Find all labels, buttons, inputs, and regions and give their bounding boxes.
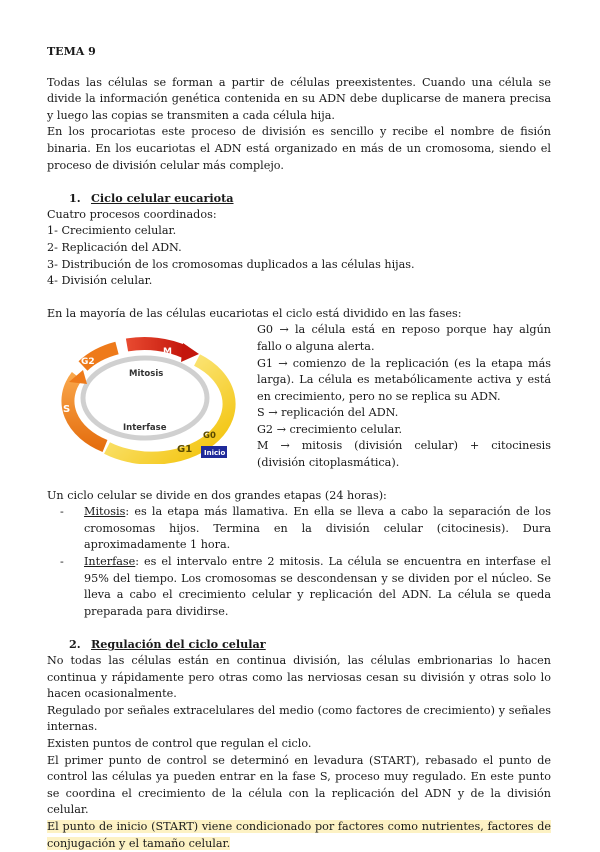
cell-cycle-diagram (47, 334, 253, 464)
section-1-lead: Cuatro procesos coordinados: (47, 207, 217, 221)
phase-g1: G1 → comienzo de la replicación (es la etapa más larga). La célula es metabólicamente activa y está en crecimiento, pero no se replica su ADN. (257, 356, 551, 403)
process-item: 1- Crecimiento celular. (47, 224, 177, 238)
phase-s: S → replicación del ADN. (257, 406, 399, 420)
section-2-number: 2. (69, 637, 81, 652)
g1-label: G1 (177, 444, 193, 456)
document-title: TEMA 9 (47, 45, 96, 58)
g2-label: G2 (81, 357, 95, 368)
inicio-label: Inicio (204, 449, 226, 458)
stage-term: Interfase (84, 555, 136, 569)
mitosis-label: Mitosis (129, 369, 164, 380)
stages-intro: Un ciclo celular se divide en dos grandes etapas (24 horas): (47, 488, 387, 502)
phases-list (257, 322, 551, 471)
m-label: M (163, 347, 172, 358)
highlight: El punto de inicio (START) viene condicionado por factores como nutrientes, factores de conjugación y el tamaño celular. (47, 819, 551, 850)
m-arc (127, 344, 185, 352)
section-2-paragraph: Regulado por señales extracelulares del medio (como factores de crecimiento) y señales internas. (47, 703, 551, 734)
section-2-paragraph: No todas las células están en continua división, las células embrionarias lo hacen continua y rápidamente pero otras como las nerviosas cesan su división y otras solo lo hacen ocasionalmente. (47, 654, 551, 701)
stage-text: : es el intervalo entre 2 mitosis. La célula se encuentra en interfase el 95% del tiempo. Los cromosomas se descondensan y se dividen por el núcleo. Se lleva a cabo el crecimiento celular y replicación del ADN. La célula se queda preparada para dividirse. (84, 555, 551, 618)
phases-intro: En la mayoría de las células eucariotas el ciclo está dividido en las fases: (47, 306, 462, 320)
intro-paragraph-1: Todas las células se forman a partir de células preexistentes. Cuando una célula se divide la información genética contenida en su ADN debe duplicarse de manera precisa y luego las copias se transmiten a cada célula hija. (47, 75, 551, 122)
stage-text: : es la etapa más llamativa. En ella se lleva a cabo la separación de los cromosomas hijos. Termina en la división celular (citocinesis). Dura aproximadamente 1 hora. (84, 505, 551, 552)
process-item: 2- Replicación del ADN. (47, 240, 182, 254)
stages-list (47, 504, 551, 620)
section-1-heading (47, 190, 551, 207)
g1-arc (107, 360, 229, 458)
document-page (47, 44, 551, 852)
stage-mitosis: - Mitosis: es la etapa más llamativa. En ella se lleva a cabo la separación de los cromosomas hijos. Termina en la división celular (citocinesis). Dura aproximadamente 1 hora. (60, 505, 551, 552)
section-1-number: 1. (69, 191, 81, 206)
process-item: 3- Distribución de los cromosomas duplicados a las células hijas. (47, 257, 415, 271)
highlighted-paragraph (47, 819, 551, 852)
intro-paragraph-2: En los procariotas este proceso de división es sencillo y recibe el nombre de fisión binaria. En los eucariotas el ADN está organizado en más de un cromosoma, siendo el proceso de división celular más complejo. (47, 125, 551, 172)
cell-cycle-svg (47, 334, 253, 464)
phase-g0: G0 → la célula está en reposo porque hay algún fallo o alguna alerta. (257, 323, 551, 353)
s-label: S (63, 404, 71, 416)
phase-m: M → mitosis (división celular) + citocinesis (división citoplasmática). (257, 439, 551, 470)
g0-label: G0 (203, 431, 216, 442)
section-1-title: Ciclo celular eucariota (91, 191, 234, 206)
phases-row (47, 322, 551, 471)
stage-interfase: - Interfase: es el intervalo entre 2 mitosis. La célula se encuentra en interfase el 95% del tiempo. Los cromosomas se descondensan y se dividen por el núcleo. Se lleva a cabo el crecimiento celular y replicación del ADN. La célula se queda preparada para dividirse. (60, 555, 551, 618)
stage-term: Mitosis (84, 505, 126, 519)
interfase-label: Interfase (123, 423, 167, 434)
section-2-title: Regulación del ciclo celular (91, 637, 266, 652)
section-2-heading (47, 636, 551, 653)
phase-g2: G2 → crecimiento celular. (257, 422, 403, 436)
section-2-paragraph: El primer punto de control se determinó en levadura (START), rebasado el punto de control las células ya pueden entrar en la fase S, proceso muy regulado. En este punto se coordina el crecimiento de la célula con la replicación del ADN y de la división celular. (47, 753, 551, 817)
process-item: 4- División celular. (47, 274, 153, 288)
m-arrow (181, 343, 199, 362)
section-2-paragraph: Existen puntos de control que regulan el ciclo. (47, 736, 312, 750)
